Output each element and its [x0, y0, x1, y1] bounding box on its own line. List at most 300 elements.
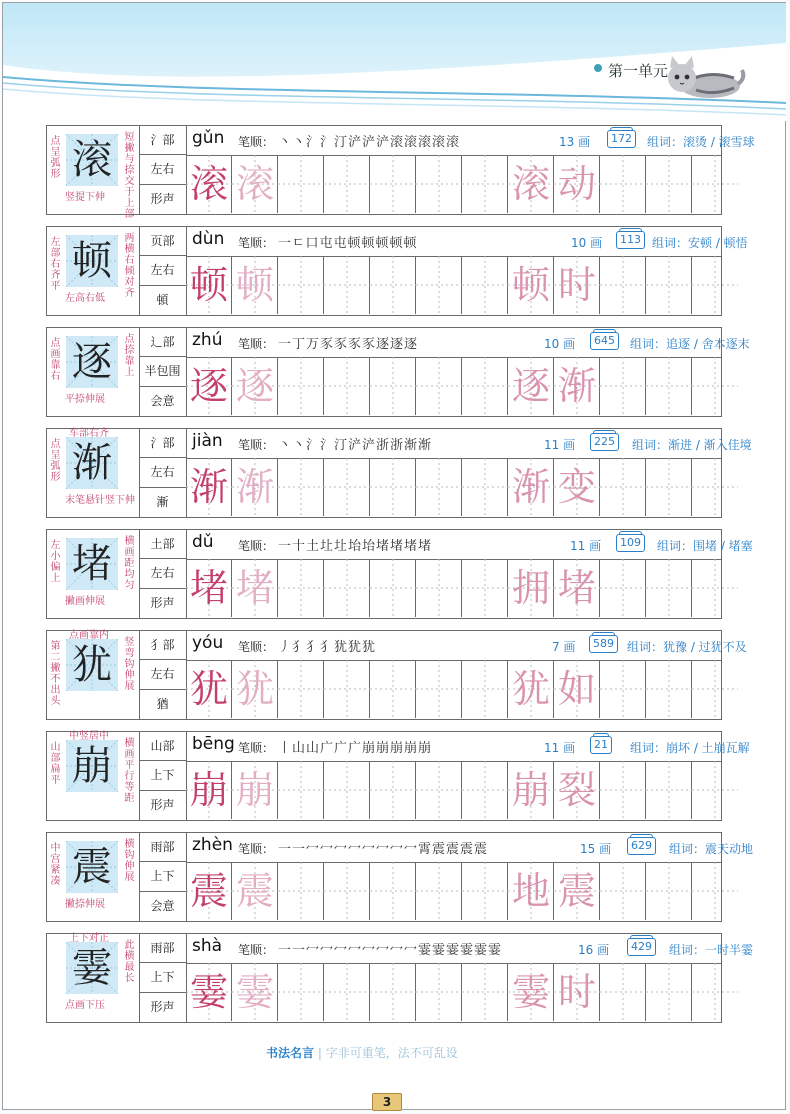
- practice-cell[interactable]: [186, 963, 232, 1021]
- practice-cell[interactable]: [324, 256, 370, 314]
- bullet-icon: [594, 64, 602, 72]
- cell-guide: [370, 761, 416, 819]
- practice-cell[interactable]: [600, 458, 646, 516]
- cell-guide: [324, 559, 370, 617]
- character-block: [46, 226, 748, 316]
- practice-cell[interactable]: [462, 963, 508, 1021]
- practice-cell[interactable]: [324, 155, 370, 213]
- structure: 半包围: [139, 357, 186, 386]
- stroke-count: 10 画: [571, 236, 603, 250]
- formation: 漸: [156, 494, 169, 509]
- practice-cell[interactable]: [416, 660, 462, 718]
- practice-cell[interactable]: [232, 862, 278, 920]
- dictionary-page-badge: 225: [590, 433, 619, 451]
- cell-guide: [462, 357, 508, 415]
- cell-guide: [370, 458, 416, 516]
- cell-guide: [600, 660, 646, 718]
- structure: 左右: [139, 155, 186, 184]
- stroke-count: 7 画: [552, 640, 576, 654]
- practice-cell[interactable]: [554, 559, 600, 617]
- cell-guide: [324, 761, 370, 819]
- stroke-order-row: [186, 934, 754, 964]
- practice-cell[interactable]: [370, 963, 416, 1021]
- practice-cell[interactable]: [646, 761, 692, 819]
- formation: 会意: [150, 898, 175, 913]
- cell-guide: [324, 458, 370, 516]
- model-character: 逐: [72, 339, 112, 385]
- practice-cell[interactable]: [508, 357, 554, 415]
- radical: 雨部: [139, 833, 186, 862]
- practice-cell[interactable]: [600, 862, 646, 920]
- stroke-order-label: 笔顺：: [238, 943, 275, 957]
- vocabulary-words: 组词：犹豫 / 过犹不及: [627, 640, 747, 654]
- character-block: [46, 933, 754, 1023]
- formation: 頓: [156, 292, 169, 307]
- writing-note-top: 车部右齐: [69, 428, 109, 439]
- practice-cell[interactable]: [508, 256, 554, 314]
- stroke-order-label: 笔顺：: [238, 438, 275, 452]
- practice-cell[interactable]: [278, 862, 324, 920]
- practice-cell[interactable]: [278, 256, 324, 314]
- word-character-1: 霎: [511, 970, 550, 1014]
- tracing-character: 犹: [235, 667, 274, 711]
- practice-cell[interactable]: [370, 458, 416, 516]
- character-block: [46, 630, 747, 720]
- cell-guide: [692, 155, 738, 213]
- practice-cell[interactable]: [554, 357, 600, 415]
- practice-cell[interactable]: [646, 862, 692, 920]
- pinyin: jiàn: [192, 431, 223, 451]
- practice-cell[interactable]: [554, 761, 600, 819]
- practice-cell[interactable]: [462, 458, 508, 516]
- practice-cell[interactable]: [416, 357, 462, 415]
- cell-guide: [278, 660, 324, 718]
- word-character-2: 动: [557, 162, 596, 206]
- writing-note-top: 点画靠内: [69, 630, 109, 641]
- practice-cell[interactable]: [600, 559, 646, 617]
- practice-cell[interactable]: [600, 256, 646, 314]
- practice-character: 震: [189, 869, 228, 913]
- practice-cell[interactable]: [600, 761, 646, 819]
- cell-guide: [692, 862, 738, 920]
- practice-cell[interactable]: [370, 256, 416, 314]
- stroke-order-label: 笔顺：: [238, 741, 275, 755]
- practice-character: 渐: [189, 465, 228, 509]
- model-character-box: [66, 336, 118, 388]
- character-info: [139, 833, 187, 921]
- practice-cell[interactable]: [416, 256, 462, 314]
- cell-guide: [370, 559, 416, 617]
- formation: 形声: [150, 797, 175, 812]
- practice-cell[interactable]: [416, 963, 462, 1021]
- stroke-order: 一十土圵圵坮坮堵堵堵堵: [278, 539, 433, 554]
- practice-cell[interactable]: [370, 357, 416, 415]
- writing-note-top: 中竖居中: [69, 731, 109, 742]
- cell-guide: [278, 155, 324, 213]
- dictionary-page-badge: 629: [627, 837, 656, 855]
- practice-cell[interactable]: [416, 559, 462, 617]
- cell-guide: [692, 761, 738, 819]
- practice-cell[interactable]: [646, 357, 692, 415]
- stroke-order: 一一冖冖冖冖冖冖冖冖霄震震震震: [278, 842, 489, 857]
- practice-cell[interactable]: [278, 660, 324, 718]
- cell-guide: [416, 357, 462, 415]
- word-character-1: 崩: [511, 768, 550, 812]
- stroke-order-label: 笔顺：: [238, 539, 275, 553]
- practice-cell[interactable]: [416, 458, 462, 516]
- practice-cell[interactable]: [554, 155, 600, 213]
- formation: 形声: [150, 595, 175, 610]
- cell-guide: [462, 458, 508, 516]
- practice-cell[interactable]: [232, 761, 278, 819]
- character-info: [139, 429, 187, 517]
- practice-cell[interactable]: [324, 660, 370, 718]
- cell-guide: [278, 761, 324, 819]
- character-info: [139, 732, 187, 820]
- radical: 页部: [139, 227, 186, 256]
- practice-cell[interactable]: [232, 155, 278, 213]
- practice-cell[interactable]: [692, 660, 738, 718]
- practice-cell[interactable]: [370, 660, 416, 718]
- writing-note-bottom: 竖提下伸: [65, 192, 105, 203]
- practice-cell[interactable]: [508, 155, 554, 213]
- cell-guide: [370, 256, 416, 314]
- cell-guide: [462, 862, 508, 920]
- model-character: 崩: [72, 743, 112, 789]
- cell-guide: [278, 458, 324, 516]
- model-character-box: [66, 538, 118, 590]
- practice-cell[interactable]: [232, 559, 278, 617]
- practice-cell[interactable]: [508, 458, 554, 516]
- practice-cell[interactable]: [600, 357, 646, 415]
- practice-cell[interactable]: [278, 559, 324, 617]
- practice-cell[interactable]: [416, 862, 462, 920]
- practice-character: 逐: [189, 364, 228, 408]
- pinyin: zhèn: [192, 835, 233, 855]
- tracing-character: 崩: [235, 768, 274, 812]
- stroke-order-row: [186, 732, 750, 762]
- writing-note-bottom: 撇画伸展: [65, 596, 105, 607]
- practice-cell[interactable]: [508, 559, 554, 617]
- writing-note-left: 中宫紧凑: [50, 843, 61, 887]
- character-block: [46, 731, 750, 821]
- character-cell: [47, 126, 140, 220]
- dictionary-page-badge: 172: [607, 130, 636, 148]
- practice-character: 堵: [189, 566, 228, 610]
- character-block: [46, 125, 755, 220]
- radical: 氵部: [139, 429, 186, 458]
- word-character-1: 逐: [511, 364, 550, 408]
- model-character: 顿: [72, 238, 112, 284]
- structure: 上下: [139, 862, 186, 891]
- practice-cell[interactable]: [324, 761, 370, 819]
- practice-cell[interactable]: [324, 963, 370, 1021]
- cell-guide: [416, 256, 462, 314]
- character-cell: [47, 227, 140, 315]
- practice-cell[interactable]: [554, 458, 600, 516]
- practice-character: 霎: [189, 970, 228, 1014]
- practice-cell[interactable]: [462, 256, 508, 314]
- practice-cell[interactable]: [232, 660, 278, 718]
- practice-cell[interactable]: [508, 761, 554, 819]
- practice-cell[interactable]: [554, 963, 600, 1021]
- stroke-count: 15 画: [580, 842, 612, 856]
- writing-note-left: 左部右齐平: [50, 237, 61, 292]
- practice-cell[interactable]: [370, 155, 416, 213]
- practice-cell[interactable]: [186, 862, 232, 920]
- character-info: [139, 530, 187, 618]
- practice-cell[interactable]: [646, 963, 692, 1021]
- cell-guide: [324, 660, 370, 718]
- practice-cell[interactable]: [324, 559, 370, 617]
- writing-note-right: 短撇与捺交于上部: [124, 132, 135, 220]
- structure: 上下: [139, 963, 186, 992]
- model-character: 渐: [72, 440, 112, 486]
- tracing-character: 堵: [235, 566, 274, 610]
- formation: 会意: [150, 393, 175, 408]
- cell-guide: [646, 660, 692, 718]
- model-character-box: [66, 639, 118, 691]
- practice-cell[interactable]: [416, 761, 462, 819]
- practice-cell[interactable]: [462, 155, 508, 213]
- practice-cell[interactable]: [462, 862, 508, 920]
- word-character-2: 如: [557, 667, 596, 711]
- stroke-order-label: 笔顺：: [238, 640, 275, 654]
- cell-guide: [370, 862, 416, 920]
- word-character-2: 震: [557, 869, 596, 913]
- practice-cell[interactable]: [186, 357, 232, 415]
- character-block: [46, 529, 753, 619]
- writing-note-right: 横钩伸展: [124, 839, 135, 883]
- character-info: [139, 227, 187, 315]
- vocabulary-words: 组词：围堵 / 堵塞: [657, 539, 753, 553]
- practice-cell[interactable]: [646, 256, 692, 314]
- stroke-order-row: [186, 227, 748, 257]
- formation: 形声: [150, 191, 175, 206]
- practice-cell[interactable]: [186, 559, 232, 617]
- practice-cell[interactable]: [232, 458, 278, 516]
- stroke-order: 丨山山广广广崩崩崩崩崩: [278, 741, 433, 756]
- cell-guide: [370, 660, 416, 718]
- model-character-box: [66, 942, 118, 994]
- vocabulary-words: 组词：震天动地: [669, 842, 754, 856]
- word-character-1: 犹: [511, 667, 550, 711]
- vocabulary-words: 组词：一时半霎: [669, 943, 754, 957]
- writing-note-bottom: 点画下压: [65, 1000, 105, 1011]
- practice-cell[interactable]: [554, 862, 600, 920]
- radical: 山部: [139, 732, 186, 761]
- stroke-order-label: 笔顺：: [238, 236, 275, 250]
- practice-cell[interactable]: [186, 256, 232, 314]
- practice-cell[interactable]: [462, 357, 508, 415]
- practice-cell[interactable]: [600, 660, 646, 718]
- cell-guide: [646, 155, 692, 213]
- practice-cell[interactable]: [600, 963, 646, 1021]
- structure: 左右: [139, 660, 186, 689]
- practice-cell[interactable]: [278, 357, 324, 415]
- cell-guide: [416, 862, 462, 920]
- writing-note-left: 左小偏上: [50, 540, 61, 584]
- character-block: [46, 832, 754, 922]
- practice-cell[interactable]: [186, 458, 232, 516]
- character-cell: [47, 530, 140, 618]
- cell-guide: [370, 155, 416, 213]
- practice-cell[interactable]: [370, 862, 416, 920]
- practice-cell[interactable]: [324, 862, 370, 920]
- dictionary-page-badge: 589: [589, 635, 618, 653]
- practice-cell[interactable]: [278, 761, 324, 819]
- cell-guide: [462, 660, 508, 718]
- practice-cell[interactable]: [692, 761, 738, 819]
- practice-character: 顿: [189, 263, 228, 307]
- character-block: [46, 327, 750, 417]
- cell-guide: [692, 357, 738, 415]
- stroke-count: 13 画: [559, 135, 591, 149]
- writing-note-left: 点呈弧形: [50, 136, 61, 180]
- writing-note-bottom: 平捺伸展: [65, 394, 105, 405]
- cell-guide: [692, 256, 738, 314]
- practice-cell[interactable]: [600, 155, 646, 213]
- practice-cell[interactable]: [462, 761, 508, 819]
- model-character-box: [66, 134, 118, 186]
- practice-cell[interactable]: [692, 155, 738, 213]
- practice-cell[interactable]: [324, 458, 370, 516]
- tracing-character: 顿: [235, 263, 274, 307]
- stroke-order-label: 笔顺：: [238, 135, 275, 149]
- practice-cell[interactable]: [232, 357, 278, 415]
- practice-cell[interactable]: [692, 862, 738, 920]
- practice-cell[interactable]: [646, 155, 692, 213]
- practice-cell[interactable]: [232, 963, 278, 1021]
- practice-cell[interactable]: [646, 559, 692, 617]
- writing-note-bottom: 左高右低: [65, 293, 105, 304]
- practice-cell[interactable]: [692, 256, 738, 314]
- pinyin: gǔn: [192, 128, 225, 148]
- dictionary-page-badge: 645: [590, 332, 619, 350]
- cell-guide: [324, 256, 370, 314]
- practice-cell[interactable]: [508, 963, 554, 1021]
- cell-guide: [462, 155, 508, 213]
- cell-guide: [278, 256, 324, 314]
- character-info: [139, 126, 187, 214]
- practice-cell[interactable]: [554, 660, 600, 718]
- model-character: 震: [72, 844, 112, 890]
- practice-cell[interactable]: [646, 458, 692, 516]
- stroke-order: 丿犭犭犭犹犹犹: [278, 640, 377, 655]
- practice-cell[interactable]: [186, 761, 232, 819]
- cell-guide: [416, 458, 462, 516]
- practice-cell[interactable]: [278, 458, 324, 516]
- practice-cell[interactable]: [554, 256, 600, 314]
- tracing-character: 逐: [235, 364, 274, 408]
- practice-cell[interactable]: [692, 963, 738, 1021]
- tracing-character: 渐: [235, 465, 274, 509]
- practice-cell[interactable]: [232, 256, 278, 314]
- stroke-count: 11 画: [570, 539, 602, 553]
- cell-guide: [600, 458, 646, 516]
- cell-guide: [692, 963, 738, 1021]
- cell-guide: [416, 155, 462, 213]
- radical: 辶部: [139, 328, 186, 357]
- model-character-box: [66, 437, 118, 489]
- practice-cell[interactable]: [692, 559, 738, 617]
- cell-guide: [324, 155, 370, 213]
- character-block: [46, 428, 752, 518]
- motto-text: | 字非可重笔，法不可乱设: [317, 1046, 458, 1060]
- cell-guide: [370, 963, 416, 1021]
- word-character-2: 时: [557, 970, 596, 1014]
- cell-guide: [646, 761, 692, 819]
- practice-cell[interactable]: [186, 660, 232, 718]
- stroke-order: 一ㄷ口屯屯顿顿顿顿顿: [278, 236, 418, 251]
- word-character-1: 渐: [511, 465, 550, 509]
- practice-cell[interactable]: [370, 761, 416, 819]
- word-character-2: 裂: [557, 768, 596, 812]
- pinyin: dùn: [192, 229, 225, 249]
- tracing-character: 滚: [235, 162, 274, 206]
- cell-guide: [416, 559, 462, 617]
- writing-note-left: 点画靠右: [50, 338, 61, 382]
- cat-icon: [660, 52, 746, 102]
- practice-cell[interactable]: [508, 660, 554, 718]
- page-number: 3: [372, 1093, 402, 1111]
- vocabulary-words: 组词：安顿 / 顿悟: [652, 236, 748, 250]
- structure: 左右: [139, 458, 186, 487]
- cell-guide: [416, 761, 462, 819]
- word-character-2: 时: [557, 263, 596, 307]
- stroke-order-row: [186, 530, 753, 560]
- character-info: [139, 328, 187, 416]
- stroke-order-row: [186, 833, 754, 863]
- cell-guide: [600, 256, 646, 314]
- pinyin: dǔ: [192, 532, 214, 552]
- stroke-order-row: [186, 328, 750, 358]
- practice-cell[interactable]: [692, 357, 738, 415]
- practice-cell[interactable]: [692, 458, 738, 516]
- practice-cell[interactable]: [186, 155, 232, 213]
- practice-cell[interactable]: [370, 559, 416, 617]
- cell-guide: [600, 559, 646, 617]
- character-cell: [47, 934, 140, 1022]
- practice-cell[interactable]: [646, 660, 692, 718]
- character-cell: [47, 429, 140, 517]
- dictionary-page-badge: 109: [616, 534, 645, 552]
- cell-guide: [278, 963, 324, 1021]
- radical: 氵部: [139, 126, 186, 155]
- writing-note-bottom: 末笔悬针竖下伸: [65, 495, 135, 506]
- practice-character: 犹: [189, 667, 228, 711]
- practice-cell[interactable]: [508, 862, 554, 920]
- practice-cell[interactable]: [462, 660, 508, 718]
- practice-cell[interactable]: [278, 155, 324, 213]
- stroke-count: 10 画: [544, 337, 576, 351]
- practice-cell[interactable]: [416, 155, 462, 213]
- character-cell: [47, 732, 140, 820]
- character-cell: [47, 631, 140, 719]
- cell-guide: [324, 357, 370, 415]
- word-character-2: 堵: [557, 566, 596, 610]
- word-character-2: 变: [557, 465, 596, 509]
- model-character: 滚: [72, 137, 112, 183]
- stroke-order: 丶丶氵氵汀浐浐浙浙渐渐: [278, 438, 433, 453]
- writing-note-left: 点呈弧形: [50, 439, 61, 483]
- practice-cell[interactable]: [324, 357, 370, 415]
- practice-cell[interactable]: [278, 963, 324, 1021]
- writing-note-right: 两横右倾对齐: [124, 233, 135, 299]
- radical: 土部: [139, 530, 186, 559]
- practice-cell[interactable]: [462, 559, 508, 617]
- cell-guide: [324, 963, 370, 1021]
